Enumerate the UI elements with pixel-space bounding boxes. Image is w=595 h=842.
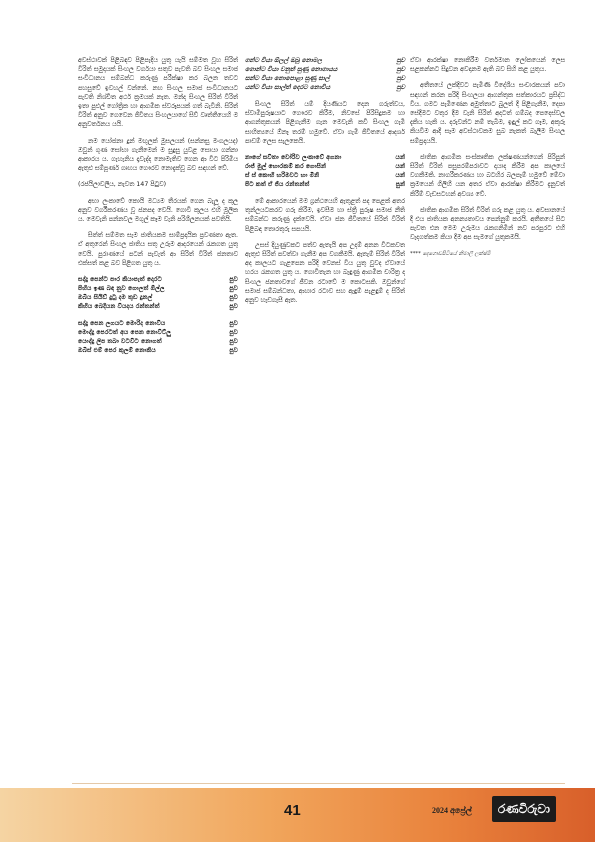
article-column-1 xyxy=(78,56,238,363)
page-footer xyxy=(0,788,595,842)
magazine-logo: රණවිරුවා xyxy=(492,796,556,822)
article-paragraph: උසස් දියුණුවකට පත්ව ඇතැයි අප උදම් අනන විටකවත ඇතුළු සිරිත් පවත්වා ගැනීම අප වගකීමයි. ඇතැම් සිරිත් විරිත් අද කාලයට ගැළපෙන පරිදි වෙනස් විය යුතු වුවද ඒවායේ හරය රැකගත යුතු ය. ගොවිතැන හා බැඳුණු ආගමික චාරිත්‍ර ද සිංහල ජනතාවගේ ජීවන රටාවේ ම කොටසකි. ඔවුන්ගේ සමාජ සම්බන්ධතා, ආහාර රටාව සහ ඇඳුම් පැළඳුම් ද සිරිත් අනුව හැඩගැසී ඇත. xyxy=(245,241,405,305)
verse-line: ඔබිස් එම් පෙර කුලම් නොකිය පුව xyxy=(78,347,238,355)
verse-line: ගන්ට වියා ඕලල් ඔබු නොමල පුව xyxy=(245,57,405,64)
article-paragraph: නම යෝජනා දුන් මඟුලක් මුසලයන් (සන්නසු මංගලයද) ඔවුන් ගුණ සෝභා ගැනීමෙන් ම සුදුසු යුවළ සොයා ගන්නා ආකාරය ය. ගැහැනිය දෑවැද්ද නොමැතිව ගෙන ආ විට පිරිමිය ඇතුළු සම්පූර්ණ ගෘහය ගෞරව නොදැක්වූ බව සඳහන් වේ. xyxy=(78,137,238,173)
verse-line: මොද්දු පෙරටත් අය පෙන නොවිට්ලු පුව xyxy=(78,329,238,337)
article-paragraph: මේ ආකාරයෙන් මම ග්‍රන්ථයෙහි ඇතුළත් පද පෙළක් අතර තුන්ලයටකරව ගරු කිරීම, ඉවසීම හා ස්ත්‍රී පුරුෂ සමාජ නීති සම්බන්ධ කරුණු දැක්වෙයි. ඒවා ජන ජීවිතයේ සිරිත් විරිත් පිළිබඳ තොරතුරු සපයයි. xyxy=(245,198,405,233)
verse-line: සද්දු පෙන්ට පාර කියාපැත් දොරට පුව xyxy=(78,276,238,284)
verse-block xyxy=(245,56,405,92)
verse-line: යන්ට වියා සාල්ත් දෙරට නොවිය පුව xyxy=(245,84,405,91)
article-paragraph: අතීතයේ ලක්දිවට පැමිණි විදේශීය සංචාරකයන් පවා සඳහන් කරන පරිදි සිංහලයා ආගන්තුක සත්කාරයට ප්‍රසිද්ධ විය. ගමට පැමිණෙන අමුත්තාට බුලත් දී පිළිගැනීම, දෙපා සේදීමට වතුර දීම වැනි සිරිත් අදටත් ගම්බද පෙදෙස්වල දැකිය හැකි ය. දරුවන්ට නම් තැබීම, ඉඳුල් කට ගෑම, අකුරු කියවීම ආදී සෑම අවස්ථාවකම සුබ නැකත් බැලීම සිංහල සම්ප්‍රදායයි. xyxy=(410,82,565,145)
article-column-2 xyxy=(245,56,405,312)
verse-line: රාජ් මුල් හොරකම් කර ගොසින් යන් xyxy=(245,163,405,171)
verse-line: යොද්දු ලිප තබා වටවිට නොගත් පුව xyxy=(78,338,238,346)
article-column-3 xyxy=(410,56,565,259)
verse-line: ගොන්ට වියා වනුත් සුණු නොගායය පුව xyxy=(245,66,405,73)
article-paragraph: ඒවා ආරක්ෂා නොකිරීම වර්තමාන ලෝකයෙන් ලෙස සළකන්නට සිදුවන අවදානම ඇති බව සිහි කළ යුතුය. xyxy=(410,57,565,74)
footer-divider xyxy=(72,783,565,784)
article-paragraph: අභා ලංකාවේ කොයි මධ්‍යම තීරයක් ගෙන බැලූ ද කුල අනුව වර්ගීකරණය වූ ජනපද වෙයි. ගොවි කුලය එහි මූලික ය. මෙවැනි පන්නවල මගුල් කෑම වැනි පරිශීලනයක් පවතියි. xyxy=(78,197,238,224)
author-credit: **** දෙගොඩපිටියේ නිමාලි ලක්ෂ්මී xyxy=(410,250,491,257)
verse-line: කිහිය බෙදියන වියදය රන්තන්ත් පුව xyxy=(78,303,238,311)
verse-line: සන්ට වියා නොපොළා සුණු සාල් පුව xyxy=(245,75,405,82)
verse-block xyxy=(78,319,238,355)
citation: (රජයිලාවලිය, නැවත 147 පිටුව) xyxy=(78,181,167,189)
article-paragraph: සිංහල සිරිත් යම් දියණියට දෙන ගරුත්වය, ස්වාමිපුරුෂයාට ගෞරව කිරීම, නිවසේ පිරිසිදුකම හා ආගන්තුකයන් පිළිගැනීම ගැන මෙවැනි කවි සිංහල ගැමි සාහිත්‍යයේ ඕනෑ තරම් හමුවේ. ඒවා ගැමි ජීවිතයේ ආදර්ශ පාඩම් ලෙස සැලකෙයි. xyxy=(245,101,405,145)
verse-block xyxy=(245,153,405,189)
issue-date: 2024 අප්‍රේල් xyxy=(432,806,472,815)
verse-line: පිට කත් ඒ ජිය රන්තන්ත් පුන් xyxy=(245,181,405,189)
page-number: 41 xyxy=(284,802,301,819)
article-paragraph: සිත්ත් සම්මත සැම ජාතියකම සාම්ප්‍රදායික ප්‍රවණතා ඇත. ඒ අතුරෙන් සිංහල ජාතිය සතු උරුම ආදරයෙන් රැකගත යුතු වෙයි. පුරාණයේ පටන් පැවැත් ආ සිරිත් විරිත් ජනතාව එක්සත් කළ බව පිළිගත යුතු ය. xyxy=(78,232,238,267)
verse-block xyxy=(78,275,238,311)
verse-line: සද්දු පෙන ලගයට මොරිද නොවිය පුව xyxy=(78,320,238,328)
article-paragraph: ජාතික ආගමික සිරිත් විරිත් ගරු කළ යුතු ය. අවසානයේ දී එය ජාතියක අනන්‍යතාවය පෙන්නුම් කරයි. අතීතයේ සිට පැවත එන මෙම උරුමය රැකගනිමින් නව පරපුරට එහි වැදගත්කම කියා දීම අප සැමගේ යුතුකමයි. xyxy=(410,206,565,242)
verse-line: ඔබිය සියිඩ් දුටු දම තුඩ දුනල් පුව xyxy=(78,294,238,302)
article-paragraph: අවස්ථාවක් පිළිබඳව පිළිපැදිය යුතු යැයි සම්මත වූහ සිරිත් විරිත් සමුදායක් සිංහල වර්ගයා සතුව පැවති බව සිංහල සමාජ සංවිධානය සම්බන්ධ කරුණු පරීක්ෂා කර බලන තවට පහසුවේ ඉවහල් වන්නේ. නහ සිංහල සමාජ සංවිධානයට පැවති නිශ්චිත අර්ථ ක්‍රමයක් නැත. මන්ද සිංහල සිරිත් විරිත් ඉතා පුළුල් ගෝත්‍රික හා ආගමික ස්වරූපයක් ගත් බැවිනි. සිරිත් විරිත් අනුව ගෙවෙන ජීවිතය සිංහලයාගේ සිව් වෘත්තීයෙහි ම අනුවර්තනය යයි. xyxy=(78,57,238,129)
verse-line: නාගේ සවිතා වෝරිව ලංකාවේ අගනා යන් xyxy=(245,154,405,162)
verse-line: පිහිය ඉණ බඳ නුව ගොලත් ඕල්ල පුව xyxy=(78,285,238,293)
verse-line: ස් ස් කොහි හරිමවට හා මිනි යන් xyxy=(245,172,405,180)
article-paragraph: ජාතික ආගමික සංස්කෘතික ලක්ෂණයන්ගෙන් පිරිපුන් සිරිත් විරිත් පසුපරම්පරාවට දායාද කිරීම අප කාලයේ වගකීමකි. නාගරීකරණය හා බටහිර බලපෑම් හමුවේ මේවා ක්‍රමයෙන් ගිලිහී යන අතර ඒවා ආරක්ෂා කිරීමට දැනුවත් කිරීම් වැඩසටහන් අවශ්‍ය වේ. xyxy=(410,153,565,198)
